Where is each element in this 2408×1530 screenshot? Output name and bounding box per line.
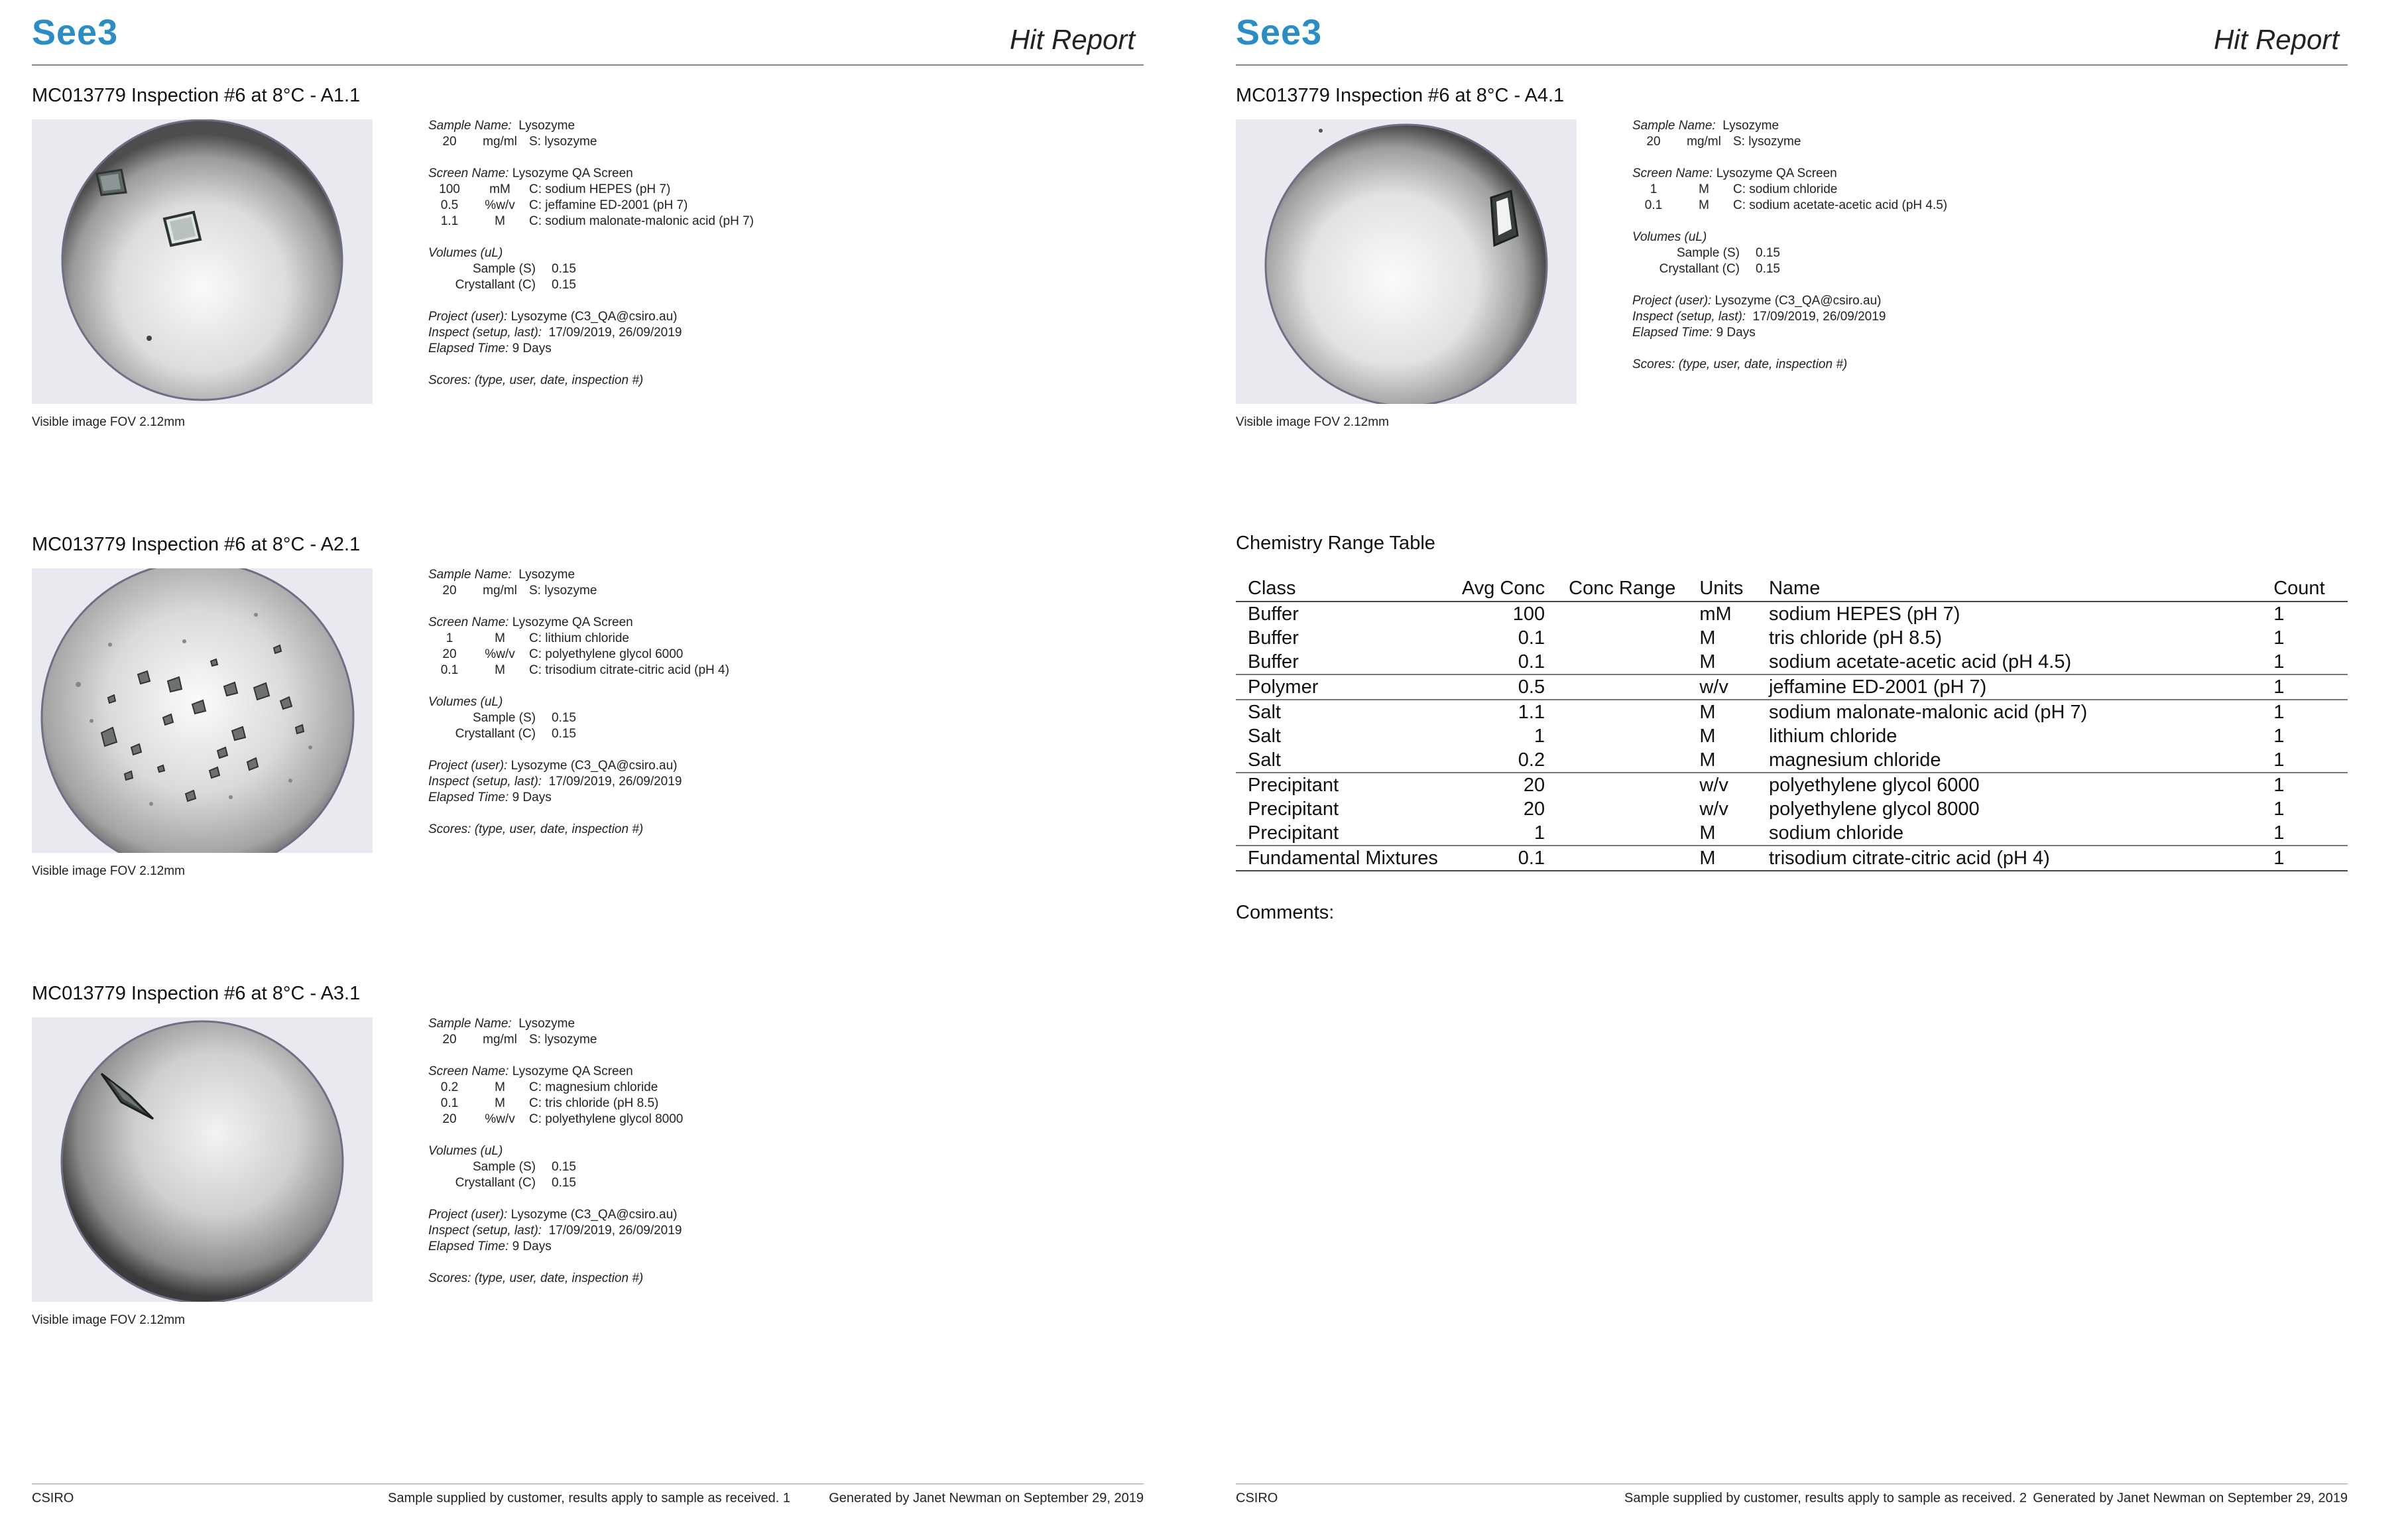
volumes-label: Volumes (uL) [428, 246, 503, 260]
cell-count: 1 [2273, 627, 2285, 649]
table-row [1236, 821, 2348, 846]
elapsed-label: Elapsed Time: [1632, 326, 1713, 340]
elapsed-value: 9 Days [512, 791, 552, 804]
inspection-title: MC013779 Inspection #6 at 8°C - A3.1 [32, 983, 361, 1004]
drop-image[interactable] [32, 119, 373, 404]
cell-name: tris chloride (pH 8.5) [1768, 627, 1943, 649]
cell-avg-conc: 1 [1534, 822, 1545, 844]
project-block [428, 309, 959, 357]
cell-avg-conc: 20 [1450, 773, 1557, 797]
chemistry-table-body [1236, 602, 2348, 871]
chemistry-range-table [1236, 576, 2348, 871]
component-name: C: polyethylene glycol 8000 [529, 1112, 684, 1126]
project-block [428, 758, 959, 806]
project-block [1632, 293, 2163, 341]
cell-name: lithium chloride [1768, 725, 1897, 747]
scores-label: Scores: (type, user, date, inspection #) [428, 1271, 644, 1285]
volume-sample-label: Sample (S) [472, 262, 536, 276]
sample-concentration: 20 [442, 135, 457, 149]
table-row [1236, 748, 2348, 773]
project-value: Lysozyme (C3_QA@csiro.au) [511, 759, 678, 773]
volume-crystallant-value: 0.15 [552, 1176, 576, 1190]
cell-avg-conc: 0.1 [1518, 651, 1545, 672]
cell-conc-range [1557, 700, 1687, 724]
table-row [1236, 674, 2348, 700]
report-page-2 [1204, 0, 2408, 1530]
volumes-label: Volumes (uL) [1632, 230, 1707, 244]
cell-class: Buffer [1248, 627, 1299, 649]
component-name: C: jeffamine ED-2001 (pH 7) [529, 198, 688, 212]
project-label: Project (user): [428, 1208, 508, 1222]
inspect-label: Inspect (setup, last): [1632, 310, 1746, 324]
sample-name-label: Sample Name: [1632, 119, 1716, 133]
volume-crystallant-label: Crystallant (C) [1659, 262, 1740, 276]
component-units: M [1699, 198, 1709, 212]
inspect-label: Inspect (setup, last): [428, 1224, 542, 1238]
screen-block [428, 166, 959, 229]
image-fov-caption: Visible image FOV 2.12mm [32, 415, 185, 429]
volume-sample-label: Sample (S) [472, 1160, 536, 1174]
cell-units: w/v [1687, 773, 1757, 797]
component-name: C: sodium acetate-acetic acid (pH 4.5) [1733, 198, 1948, 212]
screen-component-row [428, 214, 959, 229]
component-units: %w/v [485, 1112, 515, 1126]
inspection-entry-a1 [32, 85, 1146, 483]
table-header-row [1236, 576, 2348, 602]
component-concentration: 1 [446, 631, 453, 645]
sample-units: mg/ml [483, 1033, 517, 1047]
screen-name-label: Screen Name: [428, 166, 509, 180]
screen-component-row [428, 663, 959, 678]
inspection-entry-a3 [32, 983, 1146, 1381]
sample-block [428, 567, 959, 599]
inspection-title: MC013779 Inspection #6 at 8°C - A4.1 [1236, 85, 1565, 106]
cell-name: jeffamine ED-2001 (pH 7) [1757, 674, 2261, 700]
component-concentration: 0.1 [1644, 198, 1663, 212]
inspect-value: 17/09/2019, 26/09/2019 [548, 775, 682, 789]
sample-concentration: 20 [442, 584, 457, 598]
column-header-class: Class [1236, 576, 1450, 602]
volumes-label: Volumes (uL) [428, 695, 503, 709]
volume-crystallant-value: 0.15 [552, 727, 576, 741]
volume-crystallant-value: 0.15 [1756, 262, 1780, 276]
component-units: mM [489, 182, 511, 196]
component-units: %w/v [485, 198, 515, 212]
column-header-units: Units [1687, 576, 1757, 602]
header-divider [32, 64, 1144, 66]
sample-component: S: lysozyme [529, 135, 597, 149]
sample-name: Lysozyme [518, 1017, 575, 1031]
project-value: Lysozyme (C3_QA@csiro.au) [511, 310, 678, 324]
drop-image[interactable] [32, 568, 373, 853]
table-row [1236, 724, 2348, 748]
volume-crystallant-label: Crystallant (C) [455, 1176, 536, 1190]
screen-component-row [428, 1112, 959, 1127]
footer-disclaimer: Sample supplied by customer, results apply to sample as received. 2 [1624, 1491, 2027, 1505]
sample-name-label: Sample Name: [428, 119, 512, 133]
elapsed-label: Elapsed Time: [428, 791, 509, 804]
table-row [1236, 797, 2348, 821]
column-header-conc-range: Conc Range [1557, 576, 1687, 602]
see3-logo: See3 [1236, 13, 1323, 52]
component-concentration: 20 [442, 647, 457, 661]
component-concentration: 20 [442, 1112, 457, 1126]
cell-conc-range [1557, 846, 1687, 871]
screen-name-label: Screen Name: [1632, 166, 1713, 180]
component-name: C: magnesium chloride [529, 1080, 658, 1094]
cell-class: Precipitant [1236, 773, 1450, 797]
screen-component-row [428, 1096, 959, 1112]
cell-conc-range [1557, 626, 1687, 650]
screen-name-label: Screen Name: [428, 615, 509, 629]
component-concentration: 0.1 [440, 663, 459, 677]
footer-generated: Generated by Janet Newman on September 29, 2019 [829, 1491, 1144, 1505]
sample-details [428, 1016, 959, 1287]
cell-avg-conc: 100 [1512, 603, 1545, 625]
screen-component-row [428, 198, 959, 214]
cell-conc-range [1557, 650, 1687, 674]
volume-sample-value: 0.15 [1756, 246, 1780, 260]
component-concentration: 0.1 [440, 1096, 459, 1110]
volume-crystallant-label: Crystallant (C) [455, 727, 536, 741]
component-name: C: tris chloride (pH 8.5) [529, 1096, 659, 1110]
screen-component-row [1632, 182, 2163, 198]
column-header-count: Count [2261, 576, 2348, 602]
cell-count: 1 [2273, 725, 2285, 747]
cell-units: M [1699, 627, 1716, 649]
component-name: C: trisodium citrate-citric acid (pH 4) [529, 663, 729, 677]
cell-units: mM [1699, 603, 1732, 625]
sample-name: Lysozyme [518, 119, 575, 133]
table-row [1236, 700, 2348, 724]
cell-units: M [1699, 725, 1716, 747]
cell-avg-conc: 0.5 [1450, 674, 1557, 700]
chemistry-table-title: Chemistry Range Table [1236, 533, 1435, 554]
cell-count: 1 [2261, 700, 2348, 724]
sample-block [428, 118, 959, 150]
cell-name: sodium malonate-malonic acid (pH 7) [1757, 700, 2261, 724]
cell-units: M [1699, 651, 1716, 672]
sample-units: mg/ml [1687, 135, 1721, 149]
screen-component-row [428, 1080, 959, 1096]
cell-class: Salt [1248, 749, 1281, 771]
cell-class: Precipitant [1248, 798, 1339, 820]
volume-sample-label: Sample (S) [472, 711, 536, 725]
component-units: M [1699, 182, 1709, 196]
column-header-name: Name [1757, 576, 2261, 602]
inspection-title: MC013779 Inspection #6 at 8°C - A1.1 [32, 85, 361, 106]
drop-image-graphic [32, 1017, 373, 1302]
cell-count: 1 [2273, 603, 2285, 625]
elapsed-value: 9 Days [512, 342, 552, 355]
cell-conc-range [1557, 797, 1687, 821]
component-concentration: 1 [1650, 182, 1657, 196]
cell-units: M [1687, 700, 1757, 724]
sample-block [1632, 118, 2163, 150]
cell-name: trisodium citrate-citric acid (pH 4) [1757, 846, 2261, 871]
volumes-block [428, 694, 959, 742]
cell-avg-conc: 0.1 [1450, 846, 1557, 871]
sample-component: S: lysozyme [1733, 135, 1801, 149]
volume-sample-value: 0.15 [552, 1160, 576, 1174]
screen-component-row [1632, 198, 2163, 214]
cell-units: M [1699, 749, 1716, 771]
drop-image[interactable] [32, 1017, 373, 1302]
screen-name-label: Screen Name: [428, 1064, 509, 1078]
volume-sample-label: Sample (S) [1676, 246, 1740, 260]
inspect-value: 17/09/2019, 26/09/2019 [548, 1224, 682, 1238]
sample-concentration: 20 [1646, 135, 1661, 149]
component-name: C: lithium chloride [529, 631, 629, 645]
sample-component: S: lysozyme [529, 1033, 597, 1047]
screen-name: Lysozyme QA Screen [512, 1064, 633, 1078]
scores-label: Scores: (type, user, date, inspection #) [428, 822, 644, 836]
project-label: Project (user): [428, 310, 508, 324]
drop-image[interactable] [1236, 119, 1577, 404]
component-concentration: 0.5 [440, 198, 459, 212]
component-name: C: sodium chloride [1733, 182, 1838, 196]
sample-block [428, 1016, 959, 1048]
drop-image-graphic [1236, 119, 1577, 404]
project-value: Lysozyme (C3_QA@csiro.au) [1715, 294, 1882, 308]
inspect-value: 17/09/2019, 26/09/2019 [548, 326, 682, 340]
volume-crystallant-label: Crystallant (C) [455, 278, 536, 292]
image-fov-caption: Visible image FOV 2.12mm [32, 1313, 185, 1327]
report-title: Hit Report [1009, 24, 1135, 55]
component-units: %w/v [485, 647, 515, 661]
inspection-title: MC013779 Inspection #6 at 8°C - A2.1 [32, 534, 361, 555]
cell-name: polyethylene glycol 8000 [1768, 798, 1980, 820]
volume-sample-value: 0.15 [552, 262, 576, 276]
cell-name: magnesium chloride [1768, 749, 1941, 771]
elapsed-value: 9 Days [512, 1240, 552, 1253]
volumes-label: Volumes (uL) [428, 1144, 503, 1158]
cell-class: Fundamental Mixtures [1236, 846, 1450, 871]
volumes-block [1632, 229, 2163, 277]
sample-name: Lysozyme [518, 568, 575, 582]
cell-name: sodium acetate-acetic acid (pH 4.5) [1768, 651, 2072, 672]
cell-class: Precipitant [1248, 822, 1339, 844]
cell-class: Buffer [1248, 603, 1299, 625]
drop-image-graphic [32, 568, 373, 853]
component-name: C: polyethylene glycol 6000 [529, 647, 684, 661]
volume-crystallant-value: 0.15 [552, 278, 576, 292]
report-title: Hit Report [2213, 24, 2339, 55]
scores-label: Scores: (type, user, date, inspection #) [1632, 357, 1848, 371]
cell-avg-conc: 0.2 [1518, 749, 1545, 771]
crystal [97, 170, 126, 195]
volumes-block [428, 1143, 959, 1191]
crystal [164, 212, 200, 245]
sample-units: mg/ml [483, 584, 517, 598]
comments-label: Comments: [1236, 902, 1335, 923]
screen-name: Lysozyme QA Screen [512, 166, 633, 180]
header-divider [1236, 64, 2348, 66]
sample-concentration: 20 [442, 1033, 457, 1047]
cell-class: Buffer [1248, 651, 1299, 672]
cell-conc-range [1557, 748, 1687, 773]
sample-name-label: Sample Name: [428, 568, 512, 582]
cell-count: 1 [2273, 651, 2285, 672]
scores-label: Scores: (type, user, date, inspection #) [428, 373, 644, 387]
component-units: M [495, 214, 505, 228]
project-value: Lysozyme (C3_QA@csiro.au) [511, 1208, 678, 1222]
cell-conc-range [1557, 602, 1687, 626]
cell-conc-range [1557, 821, 1687, 846]
cell-conc-range [1557, 724, 1687, 748]
table-row [1236, 602, 2348, 626]
image-fov-caption: Visible image FOV 2.12mm [32, 864, 185, 878]
cell-class: Salt [1236, 700, 1450, 724]
volume-sample-value: 0.15 [552, 711, 576, 725]
cell-count: 1 [2261, 674, 2348, 700]
screen-name: Lysozyme QA Screen [1716, 166, 1837, 180]
cell-units: w/v [1699, 798, 1728, 820]
cell-count: 1 [2261, 773, 2348, 797]
component-units: M [495, 1080, 505, 1094]
table-row [1236, 773, 2348, 797]
component-name: C: sodium HEPES (pH 7) [529, 182, 671, 196]
cell-units: w/v [1687, 674, 1757, 700]
screen-block [428, 1064, 959, 1127]
cell-name: polyethylene glycol 6000 [1757, 773, 2261, 797]
cell-class: Polymer [1236, 674, 1450, 700]
inspect-label: Inspect (setup, last): [428, 775, 542, 789]
cell-avg-conc: 20 [1523, 798, 1545, 820]
inspect-value: 17/09/2019, 26/09/2019 [1752, 310, 1886, 324]
elapsed-label: Elapsed Time: [428, 342, 509, 355]
cell-units: M [1687, 846, 1757, 871]
screen-component-row [428, 647, 959, 663]
inspection-entry-a2 [32, 534, 1146, 932]
cell-count: 1 [2273, 798, 2285, 820]
cell-count: 1 [2273, 822, 2285, 844]
component-units: M [495, 1096, 505, 1110]
cell-avg-conc: 1.1 [1450, 700, 1557, 724]
table-row [1236, 650, 2348, 674]
cell-class: Salt [1248, 725, 1281, 747]
cell-avg-conc: 1 [1534, 725, 1545, 747]
component-concentration: 100 [439, 182, 460, 196]
component-concentration: 1.1 [440, 214, 459, 228]
screen-name: Lysozyme QA Screen [512, 615, 633, 629]
elapsed-label: Elapsed Time: [428, 1240, 509, 1253]
project-block [428, 1207, 959, 1255]
drop-image-graphic [32, 119, 373, 404]
cell-conc-range [1557, 773, 1687, 797]
project-label: Project (user): [428, 759, 508, 773]
column-header-avg-conc: Avg Conc [1450, 576, 1557, 602]
table-row [1236, 846, 2348, 871]
screen-component-row [428, 631, 959, 647]
component-units: M [495, 631, 505, 645]
footer-generated: Generated by Janet Newman on September 29, 2019 [2033, 1491, 2348, 1505]
inspection-entry-a4 [1236, 85, 2350, 483]
cell-count: 1 [2273, 749, 2285, 771]
inspect-label: Inspect (setup, last): [428, 326, 542, 340]
cell-name: sodium chloride [1768, 822, 1904, 844]
sample-details [1632, 118, 2163, 373]
image-fov-caption: Visible image FOV 2.12mm [1236, 415, 1389, 429]
screen-block [428, 615, 959, 678]
component-units: M [495, 663, 505, 677]
sample-name: Lysozyme [1722, 119, 1779, 133]
cell-avg-conc: 0.1 [1518, 627, 1545, 649]
cell-units: M [1699, 822, 1716, 844]
project-label: Project (user): [1632, 294, 1712, 308]
see3-logo: See3 [32, 13, 119, 52]
cell-name: sodium HEPES (pH 7) [1768, 603, 1960, 625]
volumes-block [428, 245, 959, 293]
cell-conc-range [1557, 674, 1687, 700]
sample-details [428, 118, 959, 389]
footer-disclaimer: Sample supplied by customer, results apply to sample as received. 1 [388, 1491, 790, 1505]
screen-component-row [428, 182, 959, 198]
table-row [1236, 626, 2348, 650]
cell-count: 1 [2261, 846, 2348, 871]
screen-block [1632, 166, 2163, 214]
elapsed-value: 9 Days [1716, 326, 1756, 340]
sample-units: mg/ml [483, 135, 517, 149]
footer-org: CSIRO [32, 1491, 74, 1505]
sample-details [428, 567, 959, 838]
component-name: C: sodium malonate-malonic acid (pH 7) [529, 214, 754, 228]
sample-name-label: Sample Name: [428, 1017, 512, 1031]
component-concentration: 0.2 [440, 1080, 459, 1094]
footer-org: CSIRO [1236, 1491, 1278, 1505]
sample-component: S: lysozyme [529, 584, 597, 598]
